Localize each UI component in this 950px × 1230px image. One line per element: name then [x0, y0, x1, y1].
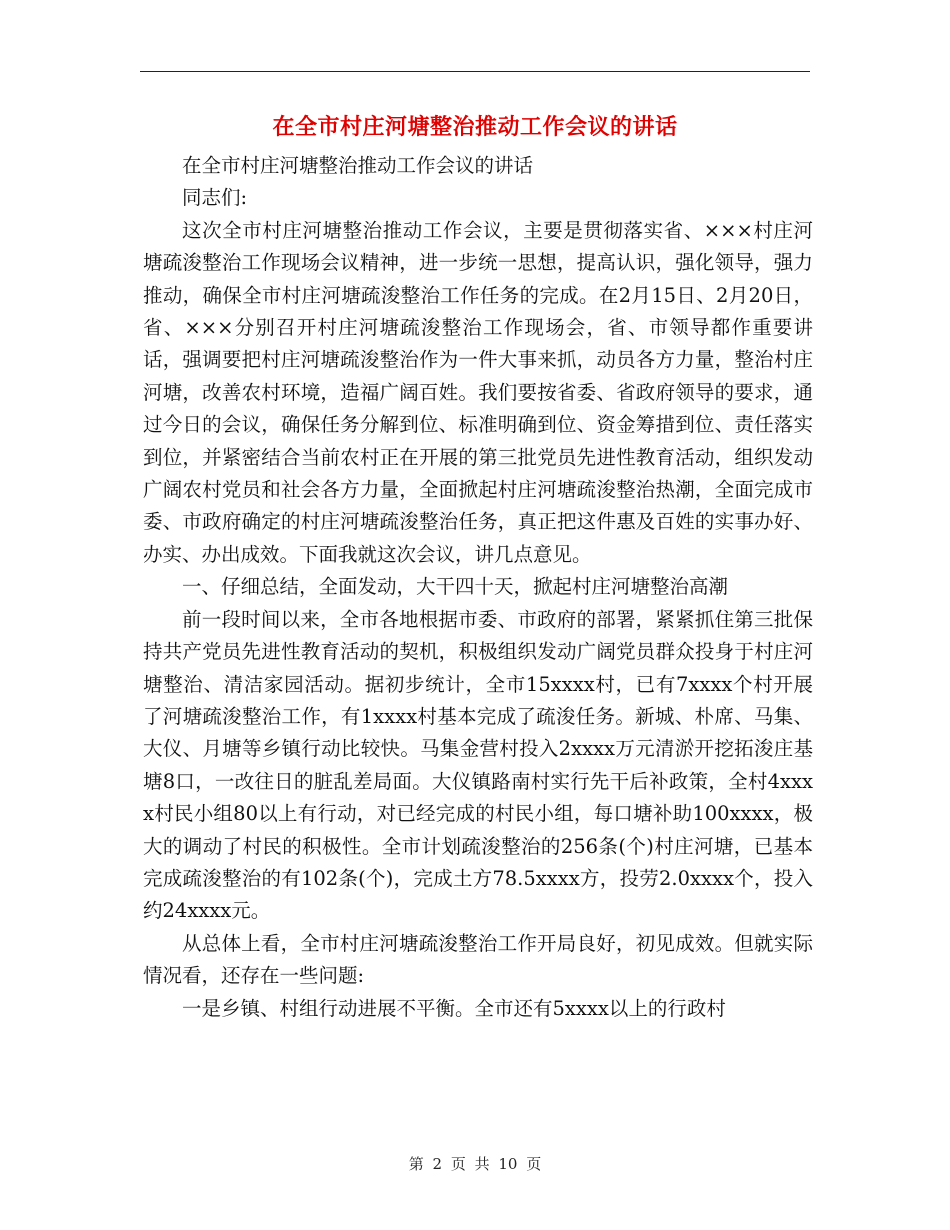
paragraph-subtitle: 在全市村庄河塘整治推动工作会议的讲话 — [182, 154, 534, 177]
paragraph-intro: 这次全市村庄河塘整治推动工作会议，主要是贯彻落实省、×××村庄河塘疏浚整治工作现场会议精神，进一步统一思想，提高认识，强化领导，强力推动，确保全市村庄河塘疏浚整治工作任务的完成。在2月15日、2月20日，省、×××分别召开村庄河塘疏浚整治工作现场会，省、市领导都作重要讲话，强调要把村庄河塘疏浚整治作为一件大事来抓，动员各方力量，整治村庄河塘，改善农村环境，造福广阔百姓。我们要按省委、省政府领导的要求，通过今日的会议，确保任务分解到位、标准明确到位、资金筹措到位、责任落实到位，并紧密结合当前农村正在开展的第三批党员先进性教育活动，组织发动广阔农村党员和社会各方力量，全面掀起村庄河塘疏浚整治热潮，全面完成市委、市政府确定的村庄河塘疏浚整治任务，真正把这件惠及百姓的实事办好、办实、办出成效。下面我就这次会议，讲几点意见。 — [143, 218, 813, 566]
paragraph-progress: 前一段时间以来，全市各地根据市委、市政府的部署，紧紧抓住第三批保持共产党员先进性教育活动的契机，积极组织发动广阔党员群众投身于村庄河塘整治、清洁家园活动。据初步统计，全市15xxxx村，已有7xxxx个村开展了河塘疏浚整治工作，有1xxxx村基本完成了疏浚任务。新城、朴席、马集、大仪、月塘等乡镇行动比较快。马集金营村投入2xxxx万元清淤开挖拓浚庄基塘8口，一改往日的脏乱差局面。大仪镇路南村实行先干后补政策，全村4xxxx村民小组80以上有行动，对已经完成的村民小组，每口塘补助100xxxx，极大的调动了村民的积极性。全市计划疏浚整治的256条(个)村庄河塘，已基本完成疏浚整治的有102条(个)，完成土方78.5xxxx方，投劳2.0xxxx个，投入约24xxxx元。 — [143, 607, 813, 923]
section-heading: 一、仔细总结，全面发动，大干四十天，掀起村庄河塘整治高潮 — [182, 575, 729, 599]
page-footer: 第 2 页 共 10 页 — [408, 1155, 542, 1173]
document-body — [143, 150, 813, 1025]
paragraph-summary: 从总体上看，全市村庄河塘疏浚整治工作开局良好，初见成效。但就实际情况看，还存在一些问题: — [143, 931, 813, 988]
document-title: 在全市村庄河塘整治推动工作会议的讲话 — [272, 115, 678, 140]
paragraph-problem-one: 一是乡镇、村组行动进展不平衡。全市还有5xxxx以上的行政村 — [182, 996, 726, 1020]
paragraph-salutation: 同志们: — [182, 186, 248, 210]
header-rule — [140, 71, 810, 72]
